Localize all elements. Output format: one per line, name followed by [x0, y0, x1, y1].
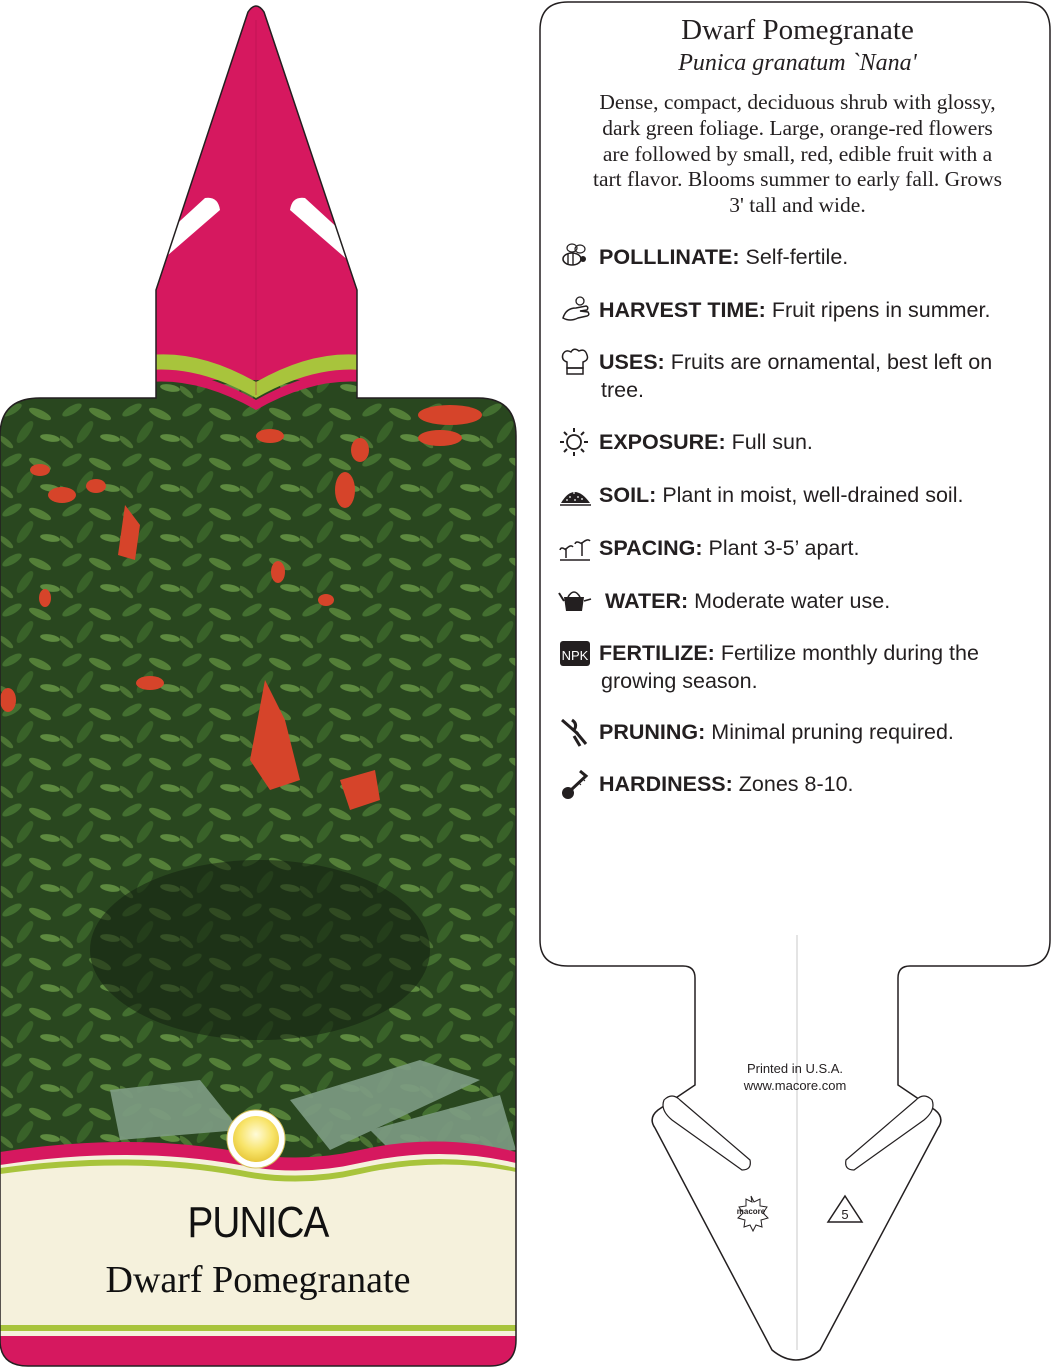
- macore-logo-text: macore: [736, 1207, 766, 1216]
- description-line: Dense, compact, deciduous shrub with glossy,: [599, 90, 996, 114]
- attr-value: Plant 3-5’ apart.: [702, 536, 860, 560]
- attr-continuation: growing season.: [601, 669, 758, 693]
- printer-info: [700, 1060, 890, 1094]
- seedlings-spacing-icon: [558, 532, 594, 564]
- chef-hat-icon: [558, 346, 594, 378]
- attr-label: FERTILIZE:: [599, 641, 715, 665]
- soil-mound-icon: [558, 479, 594, 511]
- attr-label: HARDINESS:: [599, 772, 733, 796]
- attr-continuation: tree.: [601, 378, 645, 402]
- attr-pollinate: [558, 243, 1038, 271]
- recycle-number: 5: [841, 1207, 849, 1222]
- attr-value: Minimal pruning required.: [705, 720, 954, 744]
- attr-label: HARVEST TIME:: [599, 298, 766, 322]
- front-genus: PUNICA: [187, 1198, 329, 1247]
- sun-icon: [558, 426, 594, 458]
- attr-value: Plant in moist, well-drained soil.: [656, 483, 964, 507]
- attr-label: WATER:: [605, 589, 689, 613]
- front-common-name: Dwarf Pomegranate: [105, 1259, 411, 1301]
- attr-value: Fruit ripens in summer.: [765, 298, 991, 322]
- bee-icon: [558, 241, 594, 273]
- description-line: tart flavor. Blooms summer to early fall. Grows: [592, 167, 1002, 192]
- attr-fertilize: [558, 639, 1038, 695]
- attr-uses: [558, 348, 1038, 404]
- description-line: dark green foliage. Large, orange-red flowers: [602, 115, 993, 140]
- attr-soil: [558, 481, 1038, 509]
- attr-spacing: [558, 534, 1038, 562]
- svg-text:NPK: NPK: [561, 648, 589, 663]
- printer-url: www.macore.com: [743, 1078, 847, 1093]
- attr-label: PRUNING:: [599, 720, 706, 744]
- pruning-shears-icon: [558, 716, 594, 748]
- attr-pruning: [558, 718, 1038, 746]
- attr-hardiness: [558, 770, 1038, 798]
- printed-in: Printed in U.S.A.: [746, 1061, 844, 1076]
- attr-value: Fertilize monthly during the: [714, 641, 979, 665]
- attr-exposure: [558, 428, 1038, 456]
- attr-label: SOIL:: [599, 483, 657, 507]
- thermometer-icon: [558, 768, 594, 800]
- attr-label: USES:: [599, 350, 665, 374]
- attr-harvest-time: [558, 296, 1038, 324]
- plant-latin-name: Punica granatum `Nana': [678, 50, 917, 76]
- plant-title: Dwarf Pomegranate: [681, 14, 914, 46]
- attr-label: EXPOSURE:: [599, 430, 726, 454]
- hand-harvest-icon: [558, 294, 594, 326]
- watering-can-icon: [558, 585, 594, 617]
- attr-value: Fruits are ornamental, best left on: [664, 350, 993, 374]
- attr-value: Full sun.: [725, 430, 813, 454]
- description-line: are followed by small, red, edible fruit with a: [602, 141, 993, 166]
- attr-label: POLLLINATE:: [599, 245, 740, 269]
- attr-label: SPACING:: [599, 536, 703, 560]
- attr-value: Moderate water use.: [688, 589, 891, 613]
- plant-description: [560, 90, 1035, 219]
- attr-value: Self-fertile.: [739, 245, 849, 269]
- attr-value: Zones 8-10.: [732, 772, 854, 796]
- attr-water: [558, 587, 1038, 615]
- description-line: 3' tall and wide.: [729, 193, 866, 218]
- npk-fertilizer-icon: [558, 637, 594, 669]
